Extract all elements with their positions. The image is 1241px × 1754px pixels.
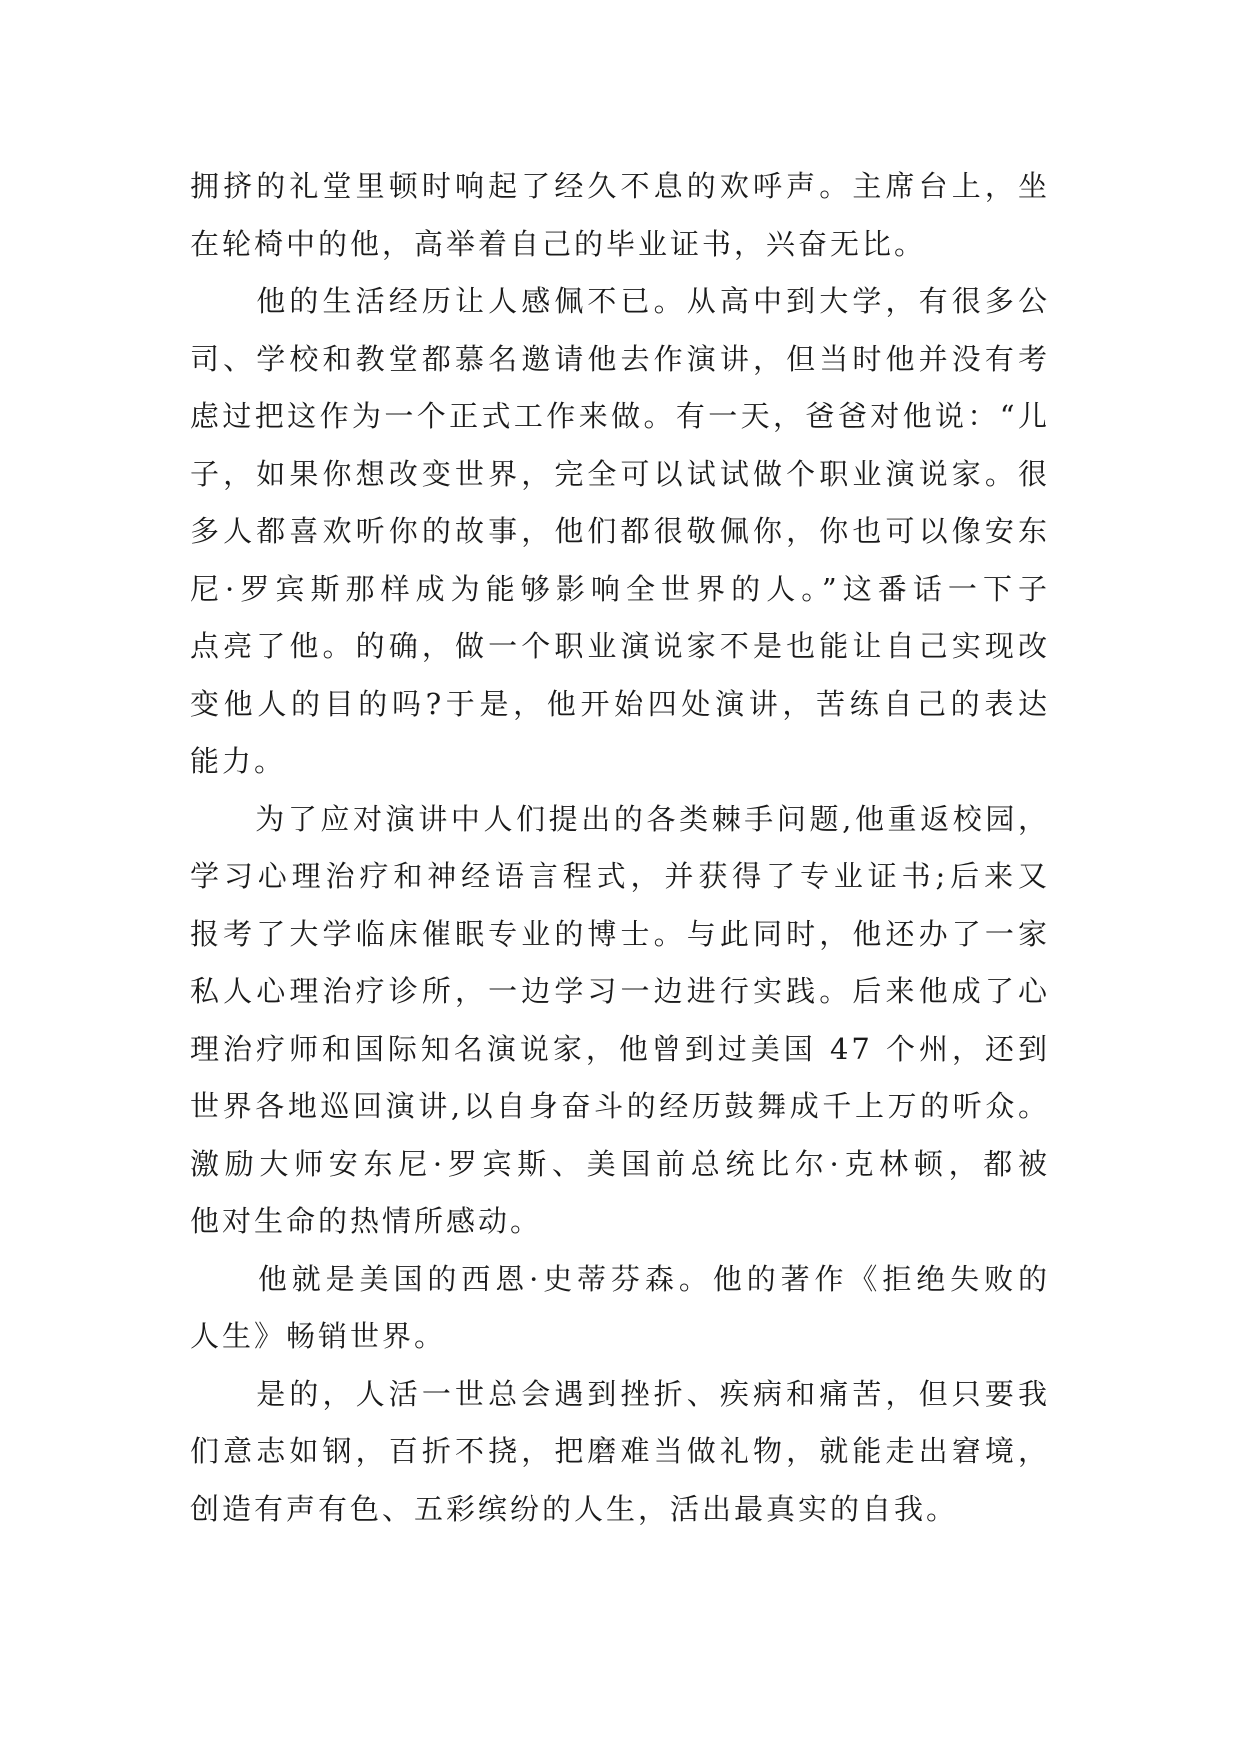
text-line: 们意志如钢，百折不挠，把磨难当做礼物，就能走出窘境， <box>190 1434 1050 1468</box>
paragraph <box>190 791 1050 1251</box>
text-line: 他就是美国的西恩·史蒂芬森。他的著作《拒绝失败的 <box>190 1261 1050 1296</box>
text-line: 为了应对演讲中人们提出的各类棘手问题,他重返校园， <box>190 801 1050 836</box>
text-line: 他对生命的热情所感动。 <box>190 1204 543 1238</box>
text-line: 他的生活经历让人感佩不已。从高中到大学，有很多公 <box>190 284 1050 318</box>
paragraph <box>190 158 1050 273</box>
text-line: 理治疗师和国际知名演说家，他曾到过美国 47 个州，还到 <box>190 1031 1050 1066</box>
text-line: 报考了大学临床催眠专业的博士。与此同时，他还办了一家 <box>190 916 1050 951</box>
text-line: 子，如果你想改变世界，完全可以试试做个职业演说家。很 <box>190 456 1050 491</box>
text-line: 在轮椅中的他，高举着自己的毕业证书，兴奋无比。 <box>190 226 927 261</box>
text-line: 人生》畅销世界。 <box>190 1319 447 1353</box>
paragraph <box>190 1366 1050 1539</box>
text-line: 虑过把这作为一个正式工作来做。有一天，爸爸对他说：“儿 <box>190 399 1050 433</box>
text-line: 世界各地巡回演讲,以自身奋斗的经历鼓舞成千上万的听众。 <box>190 1089 1050 1123</box>
document-body <box>190 158 1050 1538</box>
text-line: 点亮了他。的确，做一个职业演说家不是也能让自己实现改 <box>190 629 1050 663</box>
text-line: 是的，人活一世总会遇到挫折、疾病和痛苦，但只要我 <box>190 1376 1050 1411</box>
text-line: 变他人的目的吗?于是，他开始四处演讲，苦练自己的表达 <box>190 686 1050 721</box>
text-line: 私人心理治疗诊所，一边学习一边进行实践。后来他成了心 <box>190 974 1050 1008</box>
text-line: 司、学校和教堂都慕名邀请他去作演讲，但当时他并没有考 <box>190 341 1050 376</box>
text-line: 拥挤的礼堂里顿时响起了经久不息的欢呼声。主席台上，坐 <box>190 169 1050 203</box>
text-line: 创造有声有色、五彩缤纷的人生，活出最真实的自我。 <box>190 1491 959 1526</box>
paragraph <box>190 1251 1050 1366</box>
text-line: 能力。 <box>190 744 287 778</box>
paragraph <box>190 273 1050 791</box>
text-line: 学习心理治疗和神经语言程式，并获得了专业证书;后来又 <box>190 859 1050 893</box>
text-line: 尼·罗宾斯那样成为能够影响全世界的人。”这番话一下子 <box>190 571 1050 606</box>
text-line: 多人都喜欢听你的故事，他们都很敬佩你，你也可以像安东 <box>190 514 1050 548</box>
text-line: 激励大师安东尼·罗宾斯、美国前总统比尔·克林顿，都被 <box>190 1146 1050 1181</box>
